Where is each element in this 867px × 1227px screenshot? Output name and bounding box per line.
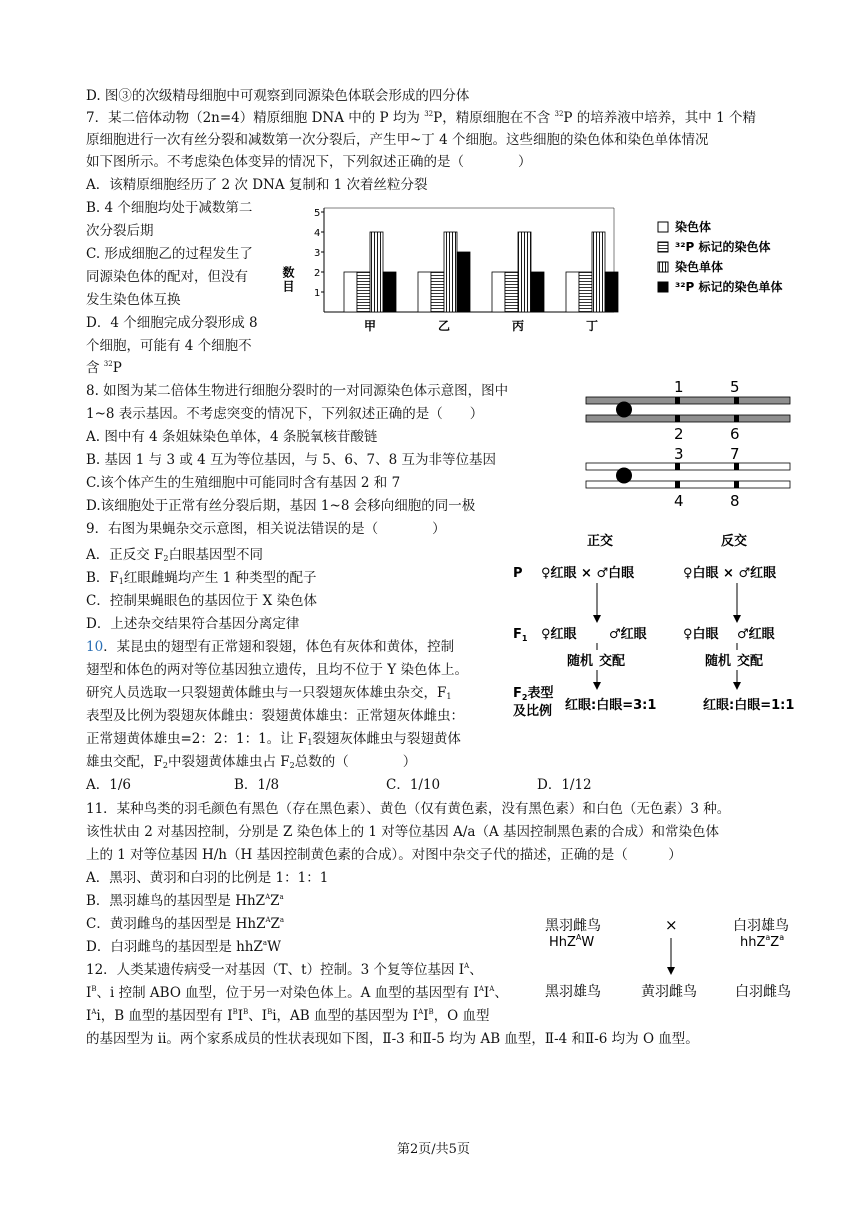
generation-f1: $F_1$ [513, 627, 528, 643]
q9-option-c: C．控制果蝇眼色的基因位于 X 染色体 [86, 593, 318, 609]
gene-5-mark [734, 397, 739, 404]
chromatid-1 [586, 397, 790, 404]
bird-cross-figure [535, 910, 805, 1010]
q7-option-c-l1: C. 形成细胞乙的过程发生了 [86, 246, 253, 262]
gene-4-mark [675, 481, 680, 488]
chart-legend [658, 219, 783, 294]
q12-stem-line2: $I^B$、i 控制 ABO 血型，位于另一对染色体上。A 血型的基因型有 $I^AI^A$、 [86, 985, 508, 1001]
category-label: 丙 [512, 319, 525, 333]
parent-white-male: 白羽雄鸟 [733, 918, 789, 934]
legend-swatch-chromatid [658, 262, 668, 272]
q10-stem-line3: 研究人员选取一只裂翅黄体雌虫与一只裂翅灰体雄虫杂交，$F_1$ [86, 685, 452, 701]
parent-black-female: 黑羽雌鸟 [545, 918, 601, 934]
q10-stem-line4: 表型及比例为裂翅灰体雌虫：裂翅黄体雄虫：正常翅灰体雌虫： [86, 708, 464, 724]
bar-labeled-chromatid-3 [531, 272, 544, 312]
q7-option-c-l3: 发生染色体互换 [86, 292, 181, 308]
reciprocal-cross-label-reverse: 反交 [721, 534, 748, 549]
y-tick-label: 4 [314, 228, 321, 239]
bar-labeled-chromosome-3 [505, 272, 518, 312]
y-tick-label: 1 [314, 288, 321, 299]
q10-stem-line5: 正常翅黄体雄虫=2：2：1：1。让 $F_1$裂翅灰体雌虫与裂翅黄体 [86, 731, 461, 747]
y-tick-label: 3 [314, 248, 321, 259]
f2-reverse-ratio: 红眼:白眼=1:1 [703, 698, 795, 713]
q9-option-a: A．正反交 $F_2$白眼基因型不同 [86, 547, 264, 563]
f1-forward-female: ♀红眼 [541, 627, 577, 642]
bar-chromosome-1 [344, 272, 357, 312]
bar-labeled-chromosome-4 [579, 272, 592, 312]
y-tick-label: 5 [314, 208, 321, 219]
q8-option-b: B. 基因 1 与 3 或 4 互为等位基因，与 5、6、7、8 互为非等位基因 [86, 452, 496, 468]
gene-label-7: 7 [730, 445, 740, 463]
generation-p: P [513, 566, 523, 581]
bar-labeled-chromatid-2 [457, 252, 470, 312]
gene-7-mark [734, 463, 739, 470]
bar-labeled-chromosome-1 [357, 272, 370, 312]
legend-labeled-chromatid: ³²P 标记的染色单体 [675, 280, 783, 294]
legend-chromosome: 染色体 [675, 220, 712, 234]
category-label: 甲 [364, 319, 377, 333]
q10-option-a: A．1/6 [86, 777, 131, 793]
offspring-black-male: 黑羽雄鸟 [545, 984, 601, 1000]
bar-chromatid-3 [518, 232, 531, 312]
legend-labeled-chromosome: ³²P 标记的染色体 [675, 240, 771, 254]
gene-3-mark [675, 463, 680, 470]
q12-stem-line1: 12．人类某遗传病受一对基因（T、t）控制。3 个复等位基因 $I^A$、 [86, 962, 483, 978]
q7-option-b-l1: B. 4 个细胞均处于减数第二 [86, 200, 253, 216]
gene-8-mark [734, 481, 739, 488]
q7-option-d-l3: 含 $^{32}$P [86, 360, 122, 376]
q12-stem-line3: $I^Ai$，B 血型的基因型有 $I^BI^B$、$I^Bi$，AB 血型的基因型为 $I^AI^B$，O 血型 [86, 1008, 490, 1024]
bar-chromatid-4 [592, 232, 605, 312]
y-tick-label: 2 [314, 268, 321, 279]
category-label: 乙 [438, 319, 451, 333]
offspring-white-female: 白羽雌鸟 [735, 984, 791, 1000]
q8-stem-line2: 1~8 表示基因。不考虑突变的情况下，下列叙述正确的是（ ） [86, 406, 484, 422]
q7-option-a: A．该精原细胞经历了 2 次 DNA 复制和 1 次着丝粒分裂 [86, 177, 428, 193]
offspring-yellow-female: 黄羽雌鸟 [641, 984, 697, 1000]
q9-option-b: B．$F_1$红眼雌蝇均产生 1 种类型的配子 [86, 570, 317, 586]
legend-swatch-labeled-chromosome [658, 242, 668, 252]
random-mating-forward: 随机 交配 [567, 654, 626, 669]
gene-1-mark [675, 397, 680, 404]
page-footer: 第2页/共5页 [397, 1142, 470, 1157]
p-forward-cross: ♀红眼 × ♂白眼 [541, 566, 635, 581]
f2-phenotype-label: $F_2$表型 [513, 686, 554, 702]
q11-option-c: C．黄羽雌鸟的基因型是 $HhZ^AZ^a$ [86, 916, 285, 932]
q8-option-d: D.该细胞处于正常有丝分裂后期，基因 1~8 会移向细胞的同一极 [86, 498, 476, 514]
gene-label-5: 5 [730, 378, 740, 396]
q10-option-b: B．1/8 [234, 777, 280, 793]
q10-stem-line6: 雄虫交配，$F_2$中裂翅黄体雄虫占 $F_2$总数的（ ） [86, 754, 417, 770]
cross-symbol: × [665, 916, 678, 934]
centromere-upper [616, 402, 632, 418]
f1-reverse-female: ♀白眼 [683, 627, 719, 642]
q11-option-d: D．白羽雌鸟的基因型是 hhZ$^a$W [86, 939, 281, 955]
q11-option-a: A．黑羽、黄羽和白羽的比例是 1：1：1 [86, 870, 329, 886]
chromatid-4 [586, 481, 790, 488]
fruit-fly-cross-figure [505, 525, 805, 725]
reciprocal-cross-label-forward: 正交 [587, 534, 614, 549]
q6-option-d: D. 图③的次级精母细胞中可观察到同源染色体联会形成的四分体 [86, 88, 470, 104]
q10-stem-line1: 10．某昆虫的翅型有正常翅和裂翅，体色有灰体和黄体，控制 [86, 639, 455, 655]
chromosome-count-chart [281, 200, 804, 360]
gene-2-mark [675, 415, 680, 422]
chromatid-3 [586, 463, 790, 470]
bar-chromosome-4 [566, 272, 579, 312]
y-axis-title: 数目 [281, 266, 295, 294]
q9-stem: 9．右图为果蝇杂交示意图，相关说法错误的是（ ） [86, 521, 446, 537]
q10-option-d: D．1/12 [537, 777, 592, 793]
f1-reverse-male: ♂红眼 [737, 627, 775, 642]
q7-stem-line2: 原细胞进行一次有丝分裂和减数第一次分裂后，产生甲~丁 4 个细胞。这些细胞的染色体和染色单体情况 [86, 132, 709, 148]
gene-label-3: 3 [674, 445, 684, 463]
q7-option-c-l2: 同源染色体的配对，但没有 [86, 269, 248, 285]
q7-stem-line1: 7．某二倍体动物（2n=4）精原细胞 DNA 中的 P 均为 $^{32}$P，精原细胞在不含 $^{32}$P 的培养液中培养，其中 1 个精 [86, 110, 756, 126]
q11-option-b: B．黑羽雄鸟的基因型是 $HhZ^AZ^a$ [86, 893, 284, 909]
q10-stem-line2: 翅型和体色的两对等位基因独立遗传，且均不位于 Y 染色体上。 [86, 662, 468, 678]
gene-label-6: 6 [730, 425, 740, 443]
q8-stem-line1: 8. 如图为某二倍体生物进行细胞分裂时的一对同源染色体示意图，图中 [86, 383, 509, 399]
q8-option-c: C.该个体产生的生殖细胞中可能同时含有基因 2 和 7 [86, 475, 401, 491]
gene-label-4: 4 [674, 492, 684, 510]
gene-label-1: 1 [674, 378, 684, 396]
f2-ratio-label: 及比例 [513, 704, 553, 719]
q9-option-d: D．上述杂交结果符合基因分离定律 [86, 616, 300, 632]
p-reverse-cross: ♀白眼 × ♂红眼 [683, 566, 777, 581]
bar-chromatid-1 [370, 232, 383, 312]
category-label: 丁 [586, 319, 599, 333]
bar-chromatid-2 [444, 232, 457, 312]
homologous-chromosome-figure [580, 375, 800, 515]
q11-stem-line2: 该性状由 2 对基因控制，分别是 Z 染色体上的 1 对等位基因 A/a（A 基因控制黑色素的合成）和常染色体 [86, 824, 719, 840]
q10-option-c: C．1/10 [386, 777, 441, 793]
legend-swatch-labeled-chromatid [658, 282, 668, 292]
q7-stem-line3: 如下图所示。不考虑染色体变异的情况下，下列叙述正确的是（ ） [86, 154, 532, 170]
f1-forward-male: ♂红眼 [609, 627, 647, 642]
chromatid-2 [586, 415, 790, 422]
random-mating-reverse: 随机 交配 [705, 654, 764, 669]
q7-option-d-l2: 个细胞，可能有 4 个细胞不 [86, 338, 252, 354]
q11-stem-line3: 上的 1 对等位基因 H/h（H 基因控制黄色素的合成）。对图中杂交子代的描述，正确的是（ ） [86, 847, 682, 863]
bar-labeled-chromosome-2 [431, 272, 444, 312]
centromere-lower [616, 468, 632, 484]
gene-6-mark [734, 415, 739, 422]
parent-black-female-genotype: HhZ$^A$W [549, 933, 595, 950]
bar-chromosome-3 [492, 272, 505, 312]
gene-label-8: 8 [730, 492, 740, 510]
q12-stem-line4: 的基因型为 ii。两个家系成员的性状表现如下图，Ⅱ-3 和Ⅱ-5 均为 AB 血型，Ⅱ-4 和Ⅱ-6 均为 O 血型。 [86, 1031, 699, 1047]
q11-stem-line1: 11．某种鸟类的羽毛颜色有黑色（存在黑色素）、黄色（仅有黄色素，没有黑色素）和白色（无色素）3 种。 [86, 801, 731, 817]
bar-chromosome-2 [418, 272, 431, 312]
f2-forward-ratio: 红眼:白眼=3:1 [565, 698, 657, 713]
gene-label-2: 2 [674, 425, 684, 443]
parent-white-male-genotype: $hhZ^aZ^a$ [740, 933, 785, 950]
q7-option-b-l2: 次分裂后期 [86, 223, 154, 239]
bar-labeled-chromatid-1 [383, 272, 396, 312]
legend-chromatid: 染色单体 [675, 260, 724, 274]
legend-swatch-chromosome [658, 222, 668, 232]
bar-labeled-chromatid-4 [605, 272, 618, 312]
q7-option-d-l1: D．4 个细胞完成分裂形成 8 [86, 315, 258, 331]
q8-option-a: A. 图中有 4 条姐妹染色单体，4 条脱氧核苷酸链 [86, 429, 378, 445]
